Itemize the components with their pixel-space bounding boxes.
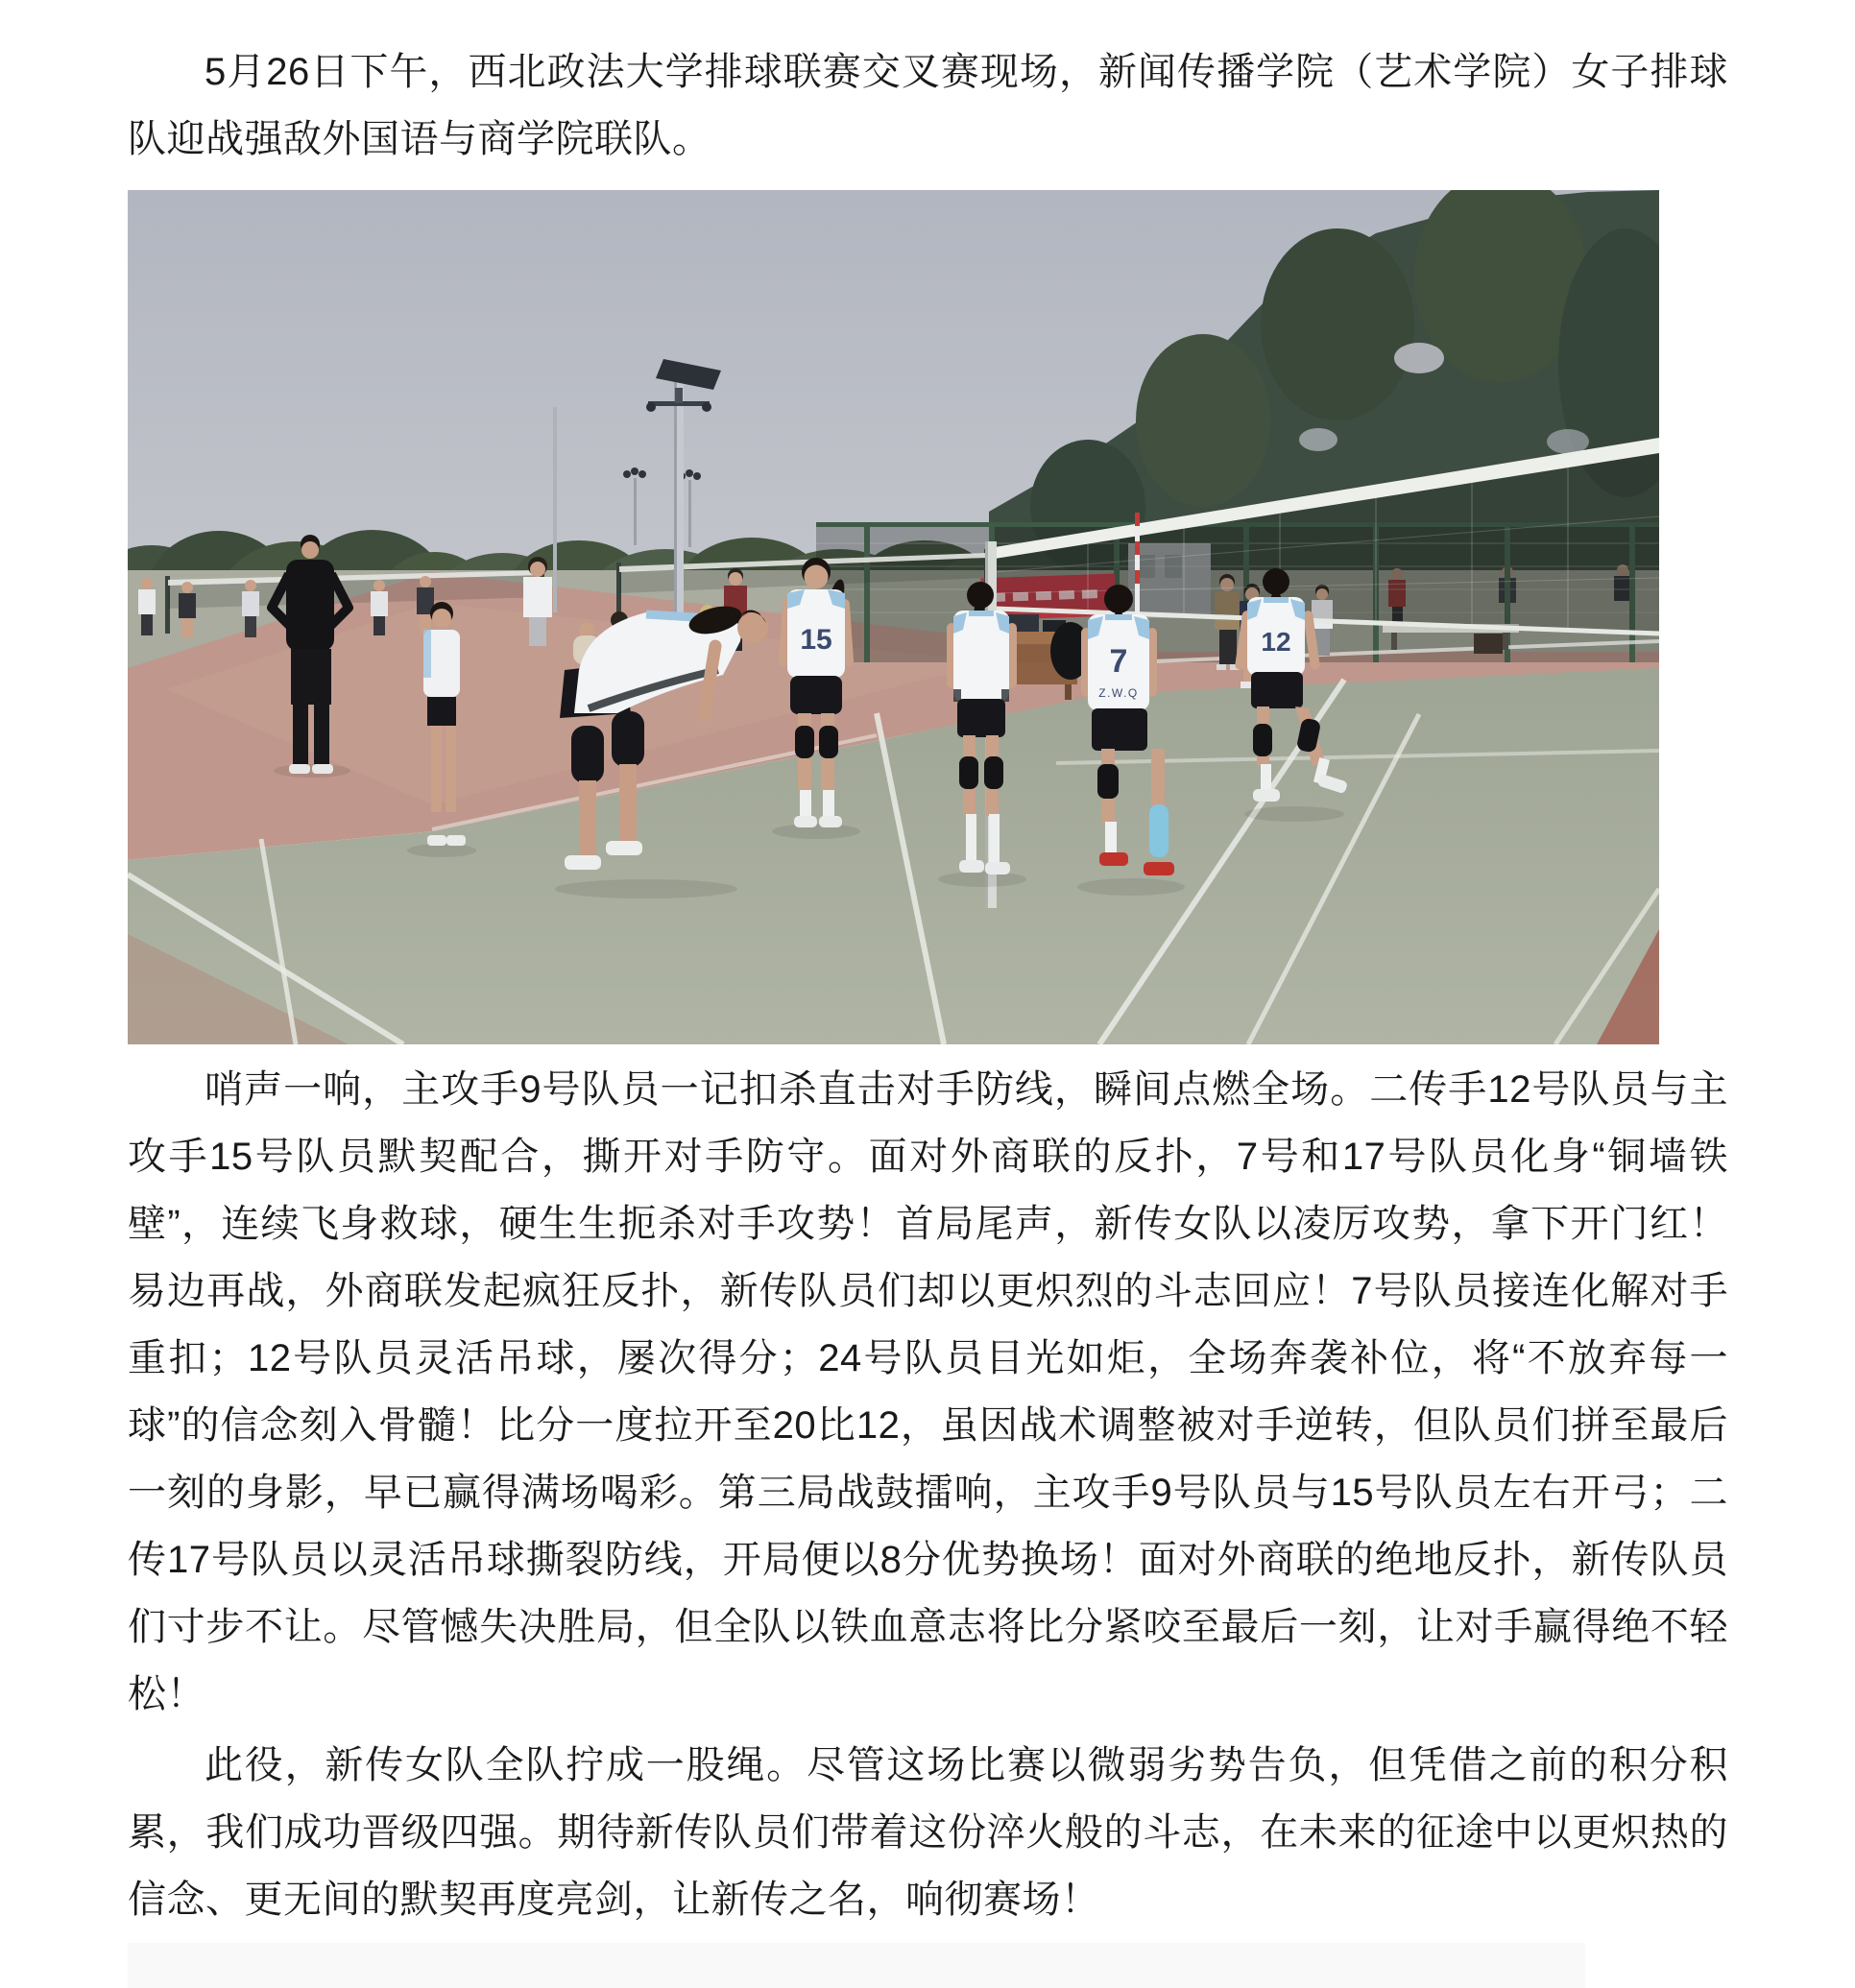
paragraph-match-report: 哨声一响，主攻手9号队员一记扣杀直击对手防线，瞬间点燃全场。二传手12号队员与主攻手15号队员默契配合，撕开对手防守。面对外商联的反扑，7号和17号队员化身“铜墙铁壁”，连续飞身救球，硬生生扼杀对手攻势！首局尾声，新传女队以凌厉攻势，拿下开门红！易边再战，外商联发起疯狂反扑，新传队员们却以更炽烈的斗志回应！7号队员接连化解对手重扣；12号队员灵活吊球，屡次得分；24号队员目光如炬，全场奔袭补位，将“不放弃每一球”的信念刻入骨髓！比分一度拉开至20比12，虽因战术调整被对手逆转，但队员们拼至最后一刻的身影，早已赢得满场喝彩。第三局战鼓擂响，主攻手9号队员与15号队员左右开弓；二传17号队员以灵活吊球撕裂防线，开局便以8分优势换场！面对外商联的绝地反扑，新传队员们寸步不让。尽管憾失决胜局，但全队以铁血意志将比分紧咬至最后一刻，让对手赢得绝不轻松！	[128, 1068, 1728, 1715]
volleyball-scene	[128, 190, 1659, 1044]
blue-calf-sleeve	[1149, 804, 1168, 857]
footer-band	[128, 1943, 1585, 1988]
jersey-back-text: Z.W.Q	[1098, 686, 1139, 700]
paragraph-intro: 5月26日下午，西北政法大学排球联赛交叉赛现场，新闻传播学院（艺术学院）女子排球队迎战强敌外国语与商学院联队。	[128, 51, 1728, 160]
paragraph-conclusion: 此役，新传女队全队拧成一股绳。尽管这场比赛以微弱劣势告负，但凭借之前的积分积累，我们成功晋级四强。期待新传队员们带着这份淬火般的斗志，在未来的征途中以更炽热的信念、更无间的默契再度亮剑，让新传之名，响彻赛场！	[128, 1744, 1728, 1921]
red-shoe-left	[1099, 852, 1128, 866]
jersey-number-15: 15	[800, 624, 832, 656]
red-shoe-right	[1144, 862, 1174, 875]
net-antenna	[1135, 513, 1140, 614]
jersey-number-12: 12	[1261, 627, 1291, 657]
match-photo[interactable]	[128, 190, 1659, 1044]
jersey-number-7: 7	[1109, 643, 1128, 680]
